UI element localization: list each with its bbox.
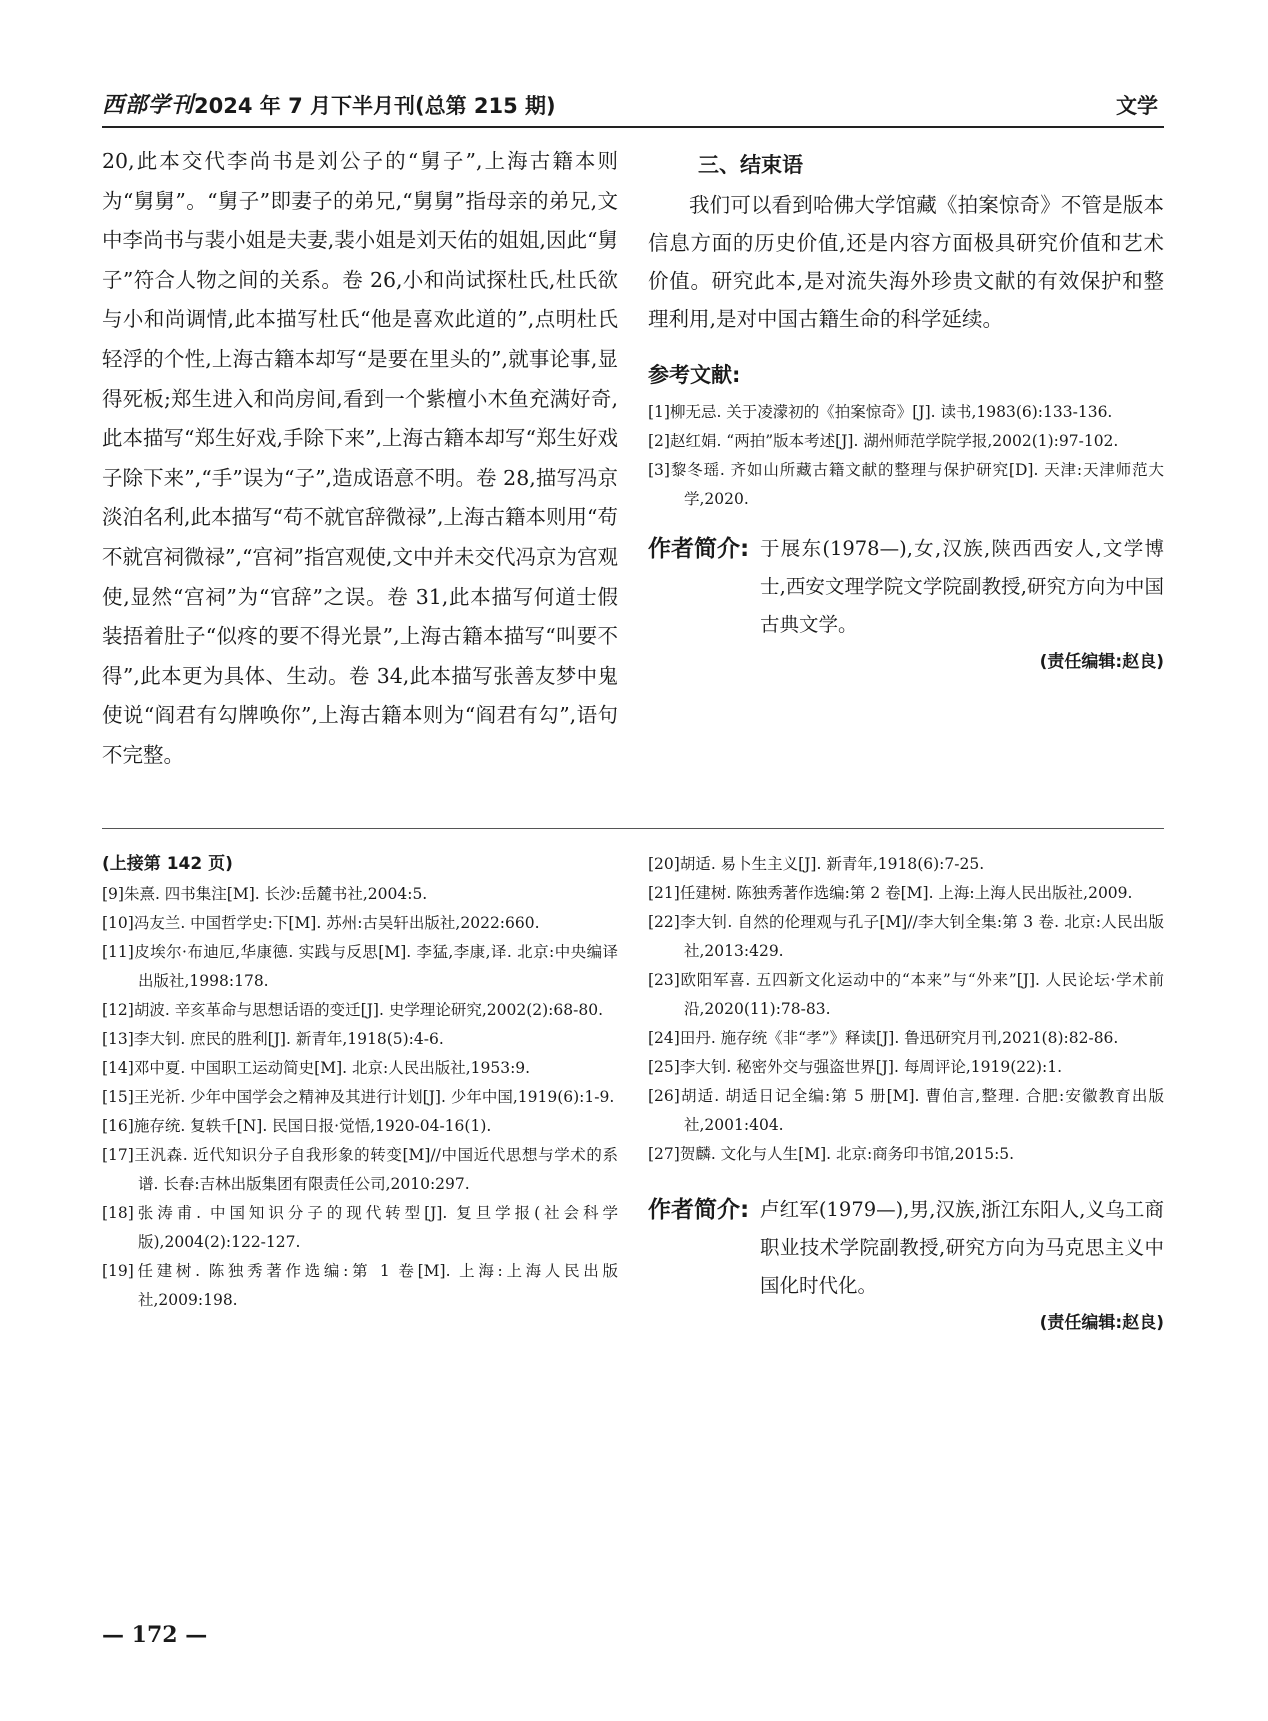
reference-item: [20]胡适. 易卜生主义[J]. 新青年,1918(6):7-25. xyxy=(648,855,985,873)
section-title: 三、结束语 xyxy=(698,153,803,177)
main-text-column xyxy=(102,142,618,776)
reference-item: [17]王汎森. 近代知识分子自我形象的转变[M]//中国近代思想与学术的系谱. 长春:吉林出版集团有限责任公司,2010:297. xyxy=(102,1146,618,1193)
body-paragraph: 20,此本交代李尚书是刘公子的“舅子”,上海古籍本则为“舅舅”。“舅子”即妻子的弟兄,“舅舅”指母亲的弟兄,文中李尚书与裴小姐是夫妻,裴小姐是刘天佑的姐姐,因此“舅子”符合人物之间的关系。卷 26,小和尚试探杜氏,杜氏欲与小和尚调情,此本描写杜氏“他是喜欢此道的”,点明杜氏轻浮的个性,上海古籍本却写“是要在里头的”,就事论事,显得死板;郑生进入和尚房间,看到一个紫檀小木鱼充满好奇,此本描写“郑生好戏,手除下来”,上海古籍本却写“郑生好戏子除下来”,“手”误为“子”,造成语意不明。卷 28,描写冯京淡泊名利,此本描写“苟不就官辞微禄”,上海古籍本则用“苟不就宫祠微禄”,“宫祠”指宫观使,文中并未交代冯京为宫观使,显然“宫祠”为“官辞”之误。卷 31,此本描写何道士假装捂着肚子“似疼的要不得光景”,上海古籍本描写“叫要不得”,此本更为具体、生动。卷 34,此本描写张善友梦中鬼使说“阎君有勾牌唤你”,上海古籍本则为“阎君有勾”,语句不完整。 xyxy=(102,149,618,767)
section-tag: 文学 xyxy=(1116,94,1158,118)
reference-item: [15]王光祈. 少年中国学会之精神及其进行计划[J]. 少年中国,1919(6):1-9. xyxy=(102,1088,615,1106)
journal-issue: 2024 年 7 月下半月刊(总第 215 期) xyxy=(194,94,556,118)
reference-item: [27]贺麟. 文化与人生[M]. 北京:商务印书馆,2015:5. xyxy=(648,1145,1015,1163)
reference-item: [2]赵红娟. “两拍”版本考述[J]. 湖州师范学院学报,2002(1):97-102. xyxy=(648,432,1119,450)
reference-item: [21]任建树. 陈独秀著作选编:第 2 卷[M]. 上海:上海人民出版社,2009. xyxy=(648,884,1133,902)
reference-item: [24]田丹. 施存统《非“孝”》释读[J]. 鲁迅研究月刊,2021(8):82-86. xyxy=(648,1029,1119,1047)
reference-item: [9]朱熹. 四书集注[M]. 长沙:岳麓书社,2004:5. xyxy=(102,885,428,903)
journal-logo: 西部学刊 xyxy=(102,92,195,118)
conclusion-paragraph: 我们可以看到哈佛大学馆藏《拍案惊奇》不管是版本信息方面的历史价值,还是内容方面极具研究价值和艺术价值。研究此本,是对流失海外珍贵文献的有效保护和整理利用,是对中国古籍生命的科学延续。 xyxy=(648,193,1164,331)
reference-item: [25]李大钊. 秘密外交与强盗世界[J]. 每周评论,1919(22):1. xyxy=(648,1058,1063,1076)
responsible-editor: (责任编辑:赵良) xyxy=(1039,652,1164,672)
author-bio xyxy=(648,530,1164,644)
page-header xyxy=(102,84,1164,128)
reference-list xyxy=(648,398,1164,514)
page-number: — 172 — xyxy=(102,1622,208,1648)
reference-item: [19]任建树. 陈独秀著作选编:第 1 卷[M]. 上海:上海人民出版社,2009:198. xyxy=(102,1262,618,1309)
continued-references-right xyxy=(648,850,1164,1337)
reference-item: [13]李大钊. 庶民的胜利[J]. 新青年,1918(5):4-6. xyxy=(102,1030,444,1048)
reference-list xyxy=(102,880,618,1315)
continued-note: (上接第 142 页) xyxy=(102,854,233,874)
reference-item: [18]张涛甫. 中国知识分子的现代转型[J]. 复旦学报(社会科学版),2004(2):122-127. xyxy=(102,1204,618,1251)
reference-item: [12]胡波. 辛亥革命与思想话语的变迁[J]. 史学理论研究,2002(2):68-80. xyxy=(102,1001,603,1019)
author-bio-text: 卢红军(1979—),男,汉族,浙江东阳人,义乌工商职业技术学院副教授,研究方向为马克思主义中国化时代化。 xyxy=(760,1198,1164,1297)
reference-item: [23]欧阳军喜. 五四新文化运动中的“本来”与“外来”[J]. 人民论坛·学术前沿,2020(11):78-83. xyxy=(648,971,1164,1018)
author-bio-label: 作者简介: xyxy=(648,1197,750,1223)
references-title: 参考文献: xyxy=(648,363,741,387)
reference-item: [16]施存统. 复轶千[N]. 民国日报·觉悟,1920-04-16(1). xyxy=(102,1117,492,1135)
reference-item: [14]邓中夏. 中国职工运动简史[M]. 北京:人民出版社,1953:9. xyxy=(102,1059,531,1077)
responsible-editor: (责任编辑:赵良) xyxy=(1039,1313,1164,1333)
reference-list xyxy=(648,850,1164,1169)
reference-item: [3]黎冬瑶. 齐如山所藏古籍文献的整理与保护研究[D]. 天津:天津师范大学,2020. xyxy=(648,461,1164,508)
reference-item: [22]李大钊. 自然的伦理观与孔子[M]//李大钊全集:第 3 卷. 北京:人民出版社,2013:429. xyxy=(648,913,1164,960)
reference-item: [1]柳无忌. 关于凌濛初的《拍案惊奇》[J]. 读书,1983(6):133-136. xyxy=(648,403,1113,421)
reference-item: [11]皮埃尔·布迪厄,华康德. 实践与反思[M]. 李猛,李康,译. 北京:中央编译出版社,1998:178. xyxy=(102,943,618,990)
continued-references-left xyxy=(102,850,618,1315)
author-bio-label: 作者简介: xyxy=(648,536,750,562)
section-divider xyxy=(102,828,1164,829)
author-bio-text: 于展东(1978—),女,汉族,陕西西安人,文学博士,西安文理学院文学院副教授,研究方向为中国古典文学。 xyxy=(760,537,1164,636)
reference-item: [10]冯友兰. 中国哲学史:下[M]. 苏州:古吴轩出版社,2022:660. xyxy=(102,914,540,932)
reference-item: [26]胡适. 胡适日记全编:第 5 册[M]. 曹伯言,整理. 合肥:安徽教育出版社,2001:404. xyxy=(648,1087,1164,1134)
author-bio xyxy=(648,1191,1164,1305)
conclusion-column xyxy=(648,142,1164,676)
